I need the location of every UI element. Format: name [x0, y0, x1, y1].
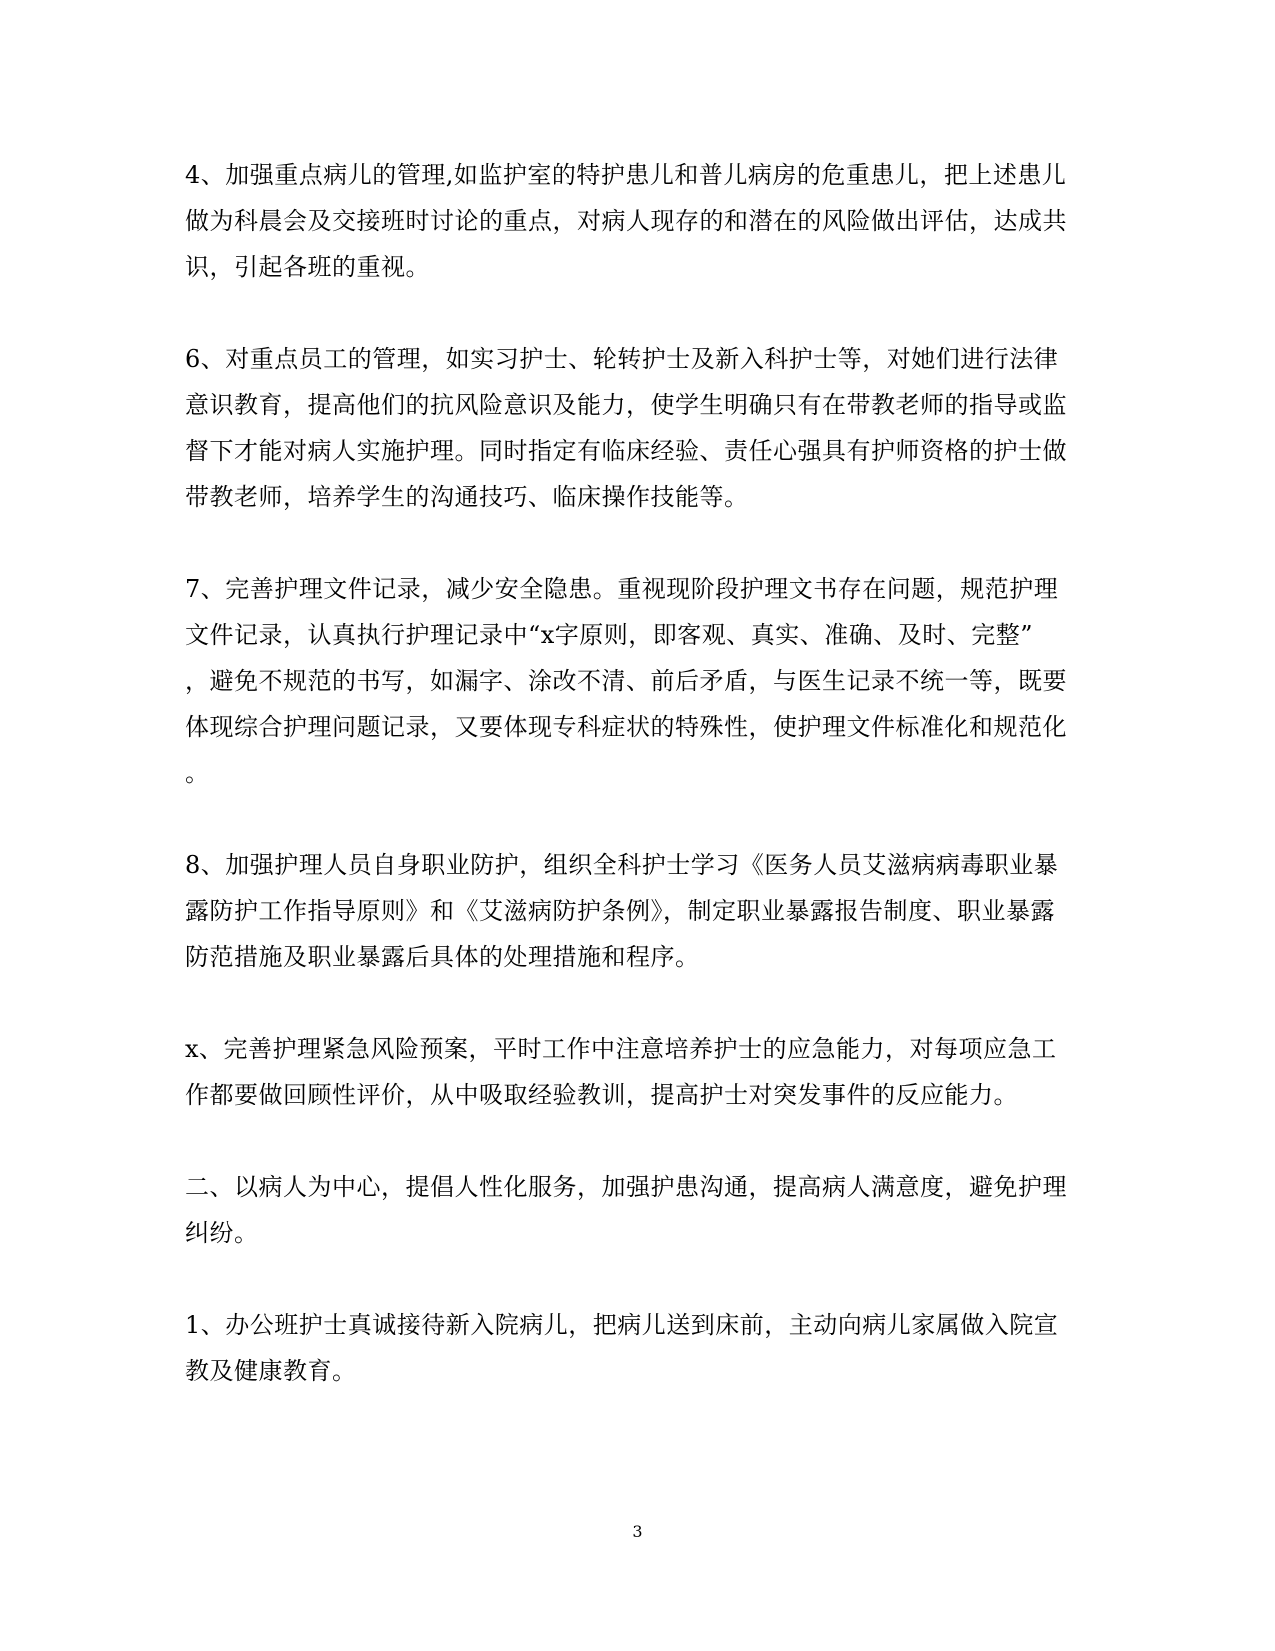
paragraph-line: 4、加强重点病儿的管理,如监护室的特护患儿和普儿病房的危重患儿，把上述患儿: [185, 161, 1067, 189]
paragraph-line: 体现综合护理问题记录，又要体现专科症状的特殊性，使护理文件标准化和规范化: [185, 713, 1067, 741]
section-heading-line: 二、以病人为中心，提倡人性化服务，加强护患沟通，提高病人满意度，避免护理: [185, 1173, 1067, 1201]
paragraph-line: 露防护工作指导原则》和《艾滋病防护条例》，制定职业暴露报告制度、职业暴露: [185, 897, 1055, 925]
paragraph-line: x、完善护理紧急风险预案，平时工作中注意培养护士的应急能力，对每项应急工: [185, 1035, 1057, 1063]
paragraph-line: 防范措施及职业暴露后具体的处理措施和程序。: [185, 943, 700, 971]
paragraph-line: 带教老师，培养学生的沟通技巧、临床操作技能等。: [185, 483, 749, 511]
paragraph-line: 。: [185, 759, 210, 787]
paragraph-line: 8、加强护理人员自身职业防护，组织全科护士学习《医务人员艾滋病病毒职业暴: [185, 851, 1059, 879]
paragraph-line: ，避免不规范的书写，如漏字、涂改不清、前后矛盾，与医生记录不统一等，既要: [185, 667, 1067, 695]
paragraph-line: 7、完善护理文件记录，减少安全隐患。重视现阶段护理文书存在问题，规范护理: [185, 575, 1059, 603]
paragraph-line: 1、办公班护士真诚接待新入院病儿，把病儿送到床前，主动向病儿家属做入院宣: [185, 1311, 1059, 1339]
paragraph-line: 作都要做回顾性评价，从中吸取经验教训，提高护士对突发事件的反应能力。: [185, 1081, 1018, 1109]
paragraph-line: 做为科晨会及交接班时讨论的重点，对病人现存的和潜在的风险做出评估，达成共: [185, 207, 1067, 235]
section-heading-line: 纠纷。: [185, 1219, 259, 1247]
page-number: 3: [632, 1522, 643, 1541]
paragraph-line: 识，引起各班的重视。: [185, 253, 430, 281]
paragraph-line: 文件记录，认真执行护理记录中“x字原则，即客观、真实、准确、及时、完整”: [185, 621, 1034, 649]
paragraph-line: 意识教育，提高他们的抗风险意识及能力，使学生明确只有在带教老师的指导或监: [185, 391, 1067, 419]
paragraph-line: 督下才能对病人实施护理。同时指定有临床经验、责任心强具有护师资格的护士做: [185, 437, 1067, 465]
paragraph-line: 教及健康教育。: [185, 1357, 357, 1385]
paragraph-line: 6、对重点员工的管理，如实习护士、轮转护士及新入科护士等，对她们进行法律: [185, 345, 1059, 373]
